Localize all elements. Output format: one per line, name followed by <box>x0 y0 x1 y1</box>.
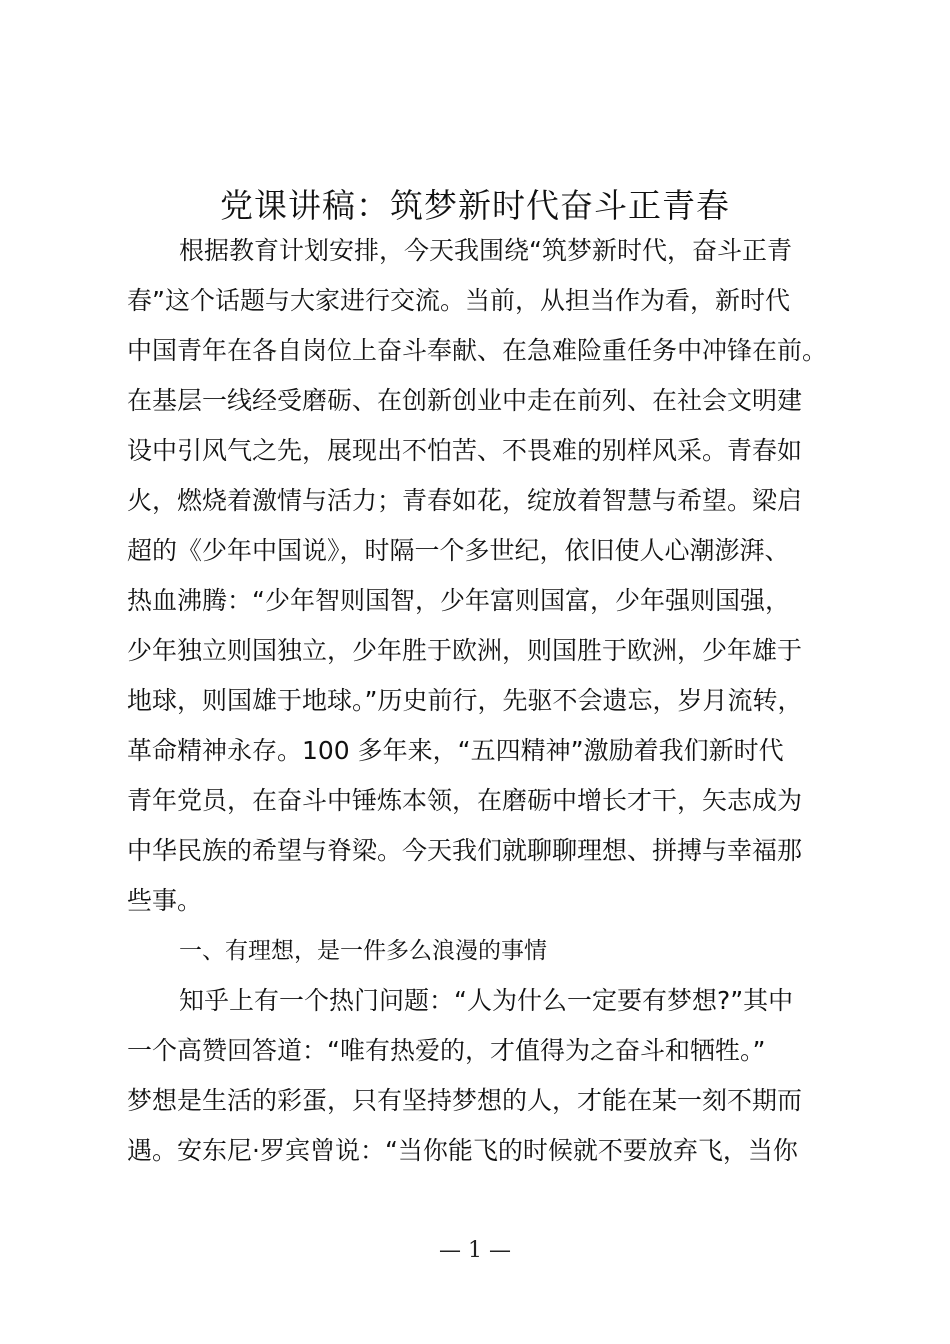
document-body <box>127 226 857 1176</box>
paragraph-line: 青年党员，在奋斗中锤炼本领，在磨砺中增长才干，矢志成为 <box>127 786 803 815</box>
paragraph-line: 中华民族的希望与脊梁。今天我们就聊聊理想、拼搏与幸福那 <box>127 836 803 865</box>
paragraph-line: 热血沸腾：“少年智则国智，少年富则国富，少年强则国强， <box>127 586 790 615</box>
paragraph-line: 少年独立则国独立，少年胜于欧洲，则国胜于欧洲，少年雄于 <box>127 636 803 665</box>
paragraph-line: 革命精神永存。100 多年来，“五四精神”激励着我们新时代 <box>127 736 784 765</box>
paragraph-line: 些事。 <box>127 886 203 915</box>
paragraph-line: 梦想是生活的彩蛋，只有坚持梦想的人，才能在某一刻不期而 <box>127 1086 803 1115</box>
paragraph-line: 根据教育计划安排，今天我围绕“筑梦新时代，奋斗正青 <box>179 236 792 265</box>
paragraph-line: 设中引风气之先，展现出不怕苦、不畏难的别样风采。青春如 <box>127 436 803 465</box>
paragraph-line: 地球，则国雄于地球。”历史前行，先驱不会遗忘，岁月流转， <box>127 686 803 715</box>
paragraph-line: 火，燃烧着激情与活力；青春如花，绽放着智慧与希望。梁启 <box>127 486 803 515</box>
paragraph-line: 一个高赞回答道：“唯有热爱的，才值得为之奋斗和牺牲。” <box>127 1036 766 1065</box>
paragraph-line: 中国青年在各自岗位上奋斗奉献、在急难险重任务中冲锋在前。 <box>127 336 828 365</box>
section-heading: 一、有理想，是一件多么浪漫的事情 <box>179 938 547 964</box>
paragraph-line: 知乎上有一个热门问题：“人为什么一定要有梦想?”其中 <box>179 986 794 1015</box>
paragraph-line: 遇。安东尼·罗宾曾说：“当你能飞的时候就不要放弃飞，当你 <box>127 1136 798 1165</box>
paragraph-line: 在基层一线经受磨砺、在创新创业中走在前列、在社会文明建 <box>127 386 803 415</box>
paragraph-line: 超的《少年中国说》，时隔一个多世纪，依旧使人心潮澎湃、 <box>127 536 790 565</box>
page-number: — 1 — <box>439 1238 511 1263</box>
document-title: 党课讲稿：筑梦新时代奋斗正青春 <box>220 186 730 225</box>
paragraph-line: 春”这个话题与大家进行交流。当前，从担当作为看，新时代 <box>127 286 790 315</box>
